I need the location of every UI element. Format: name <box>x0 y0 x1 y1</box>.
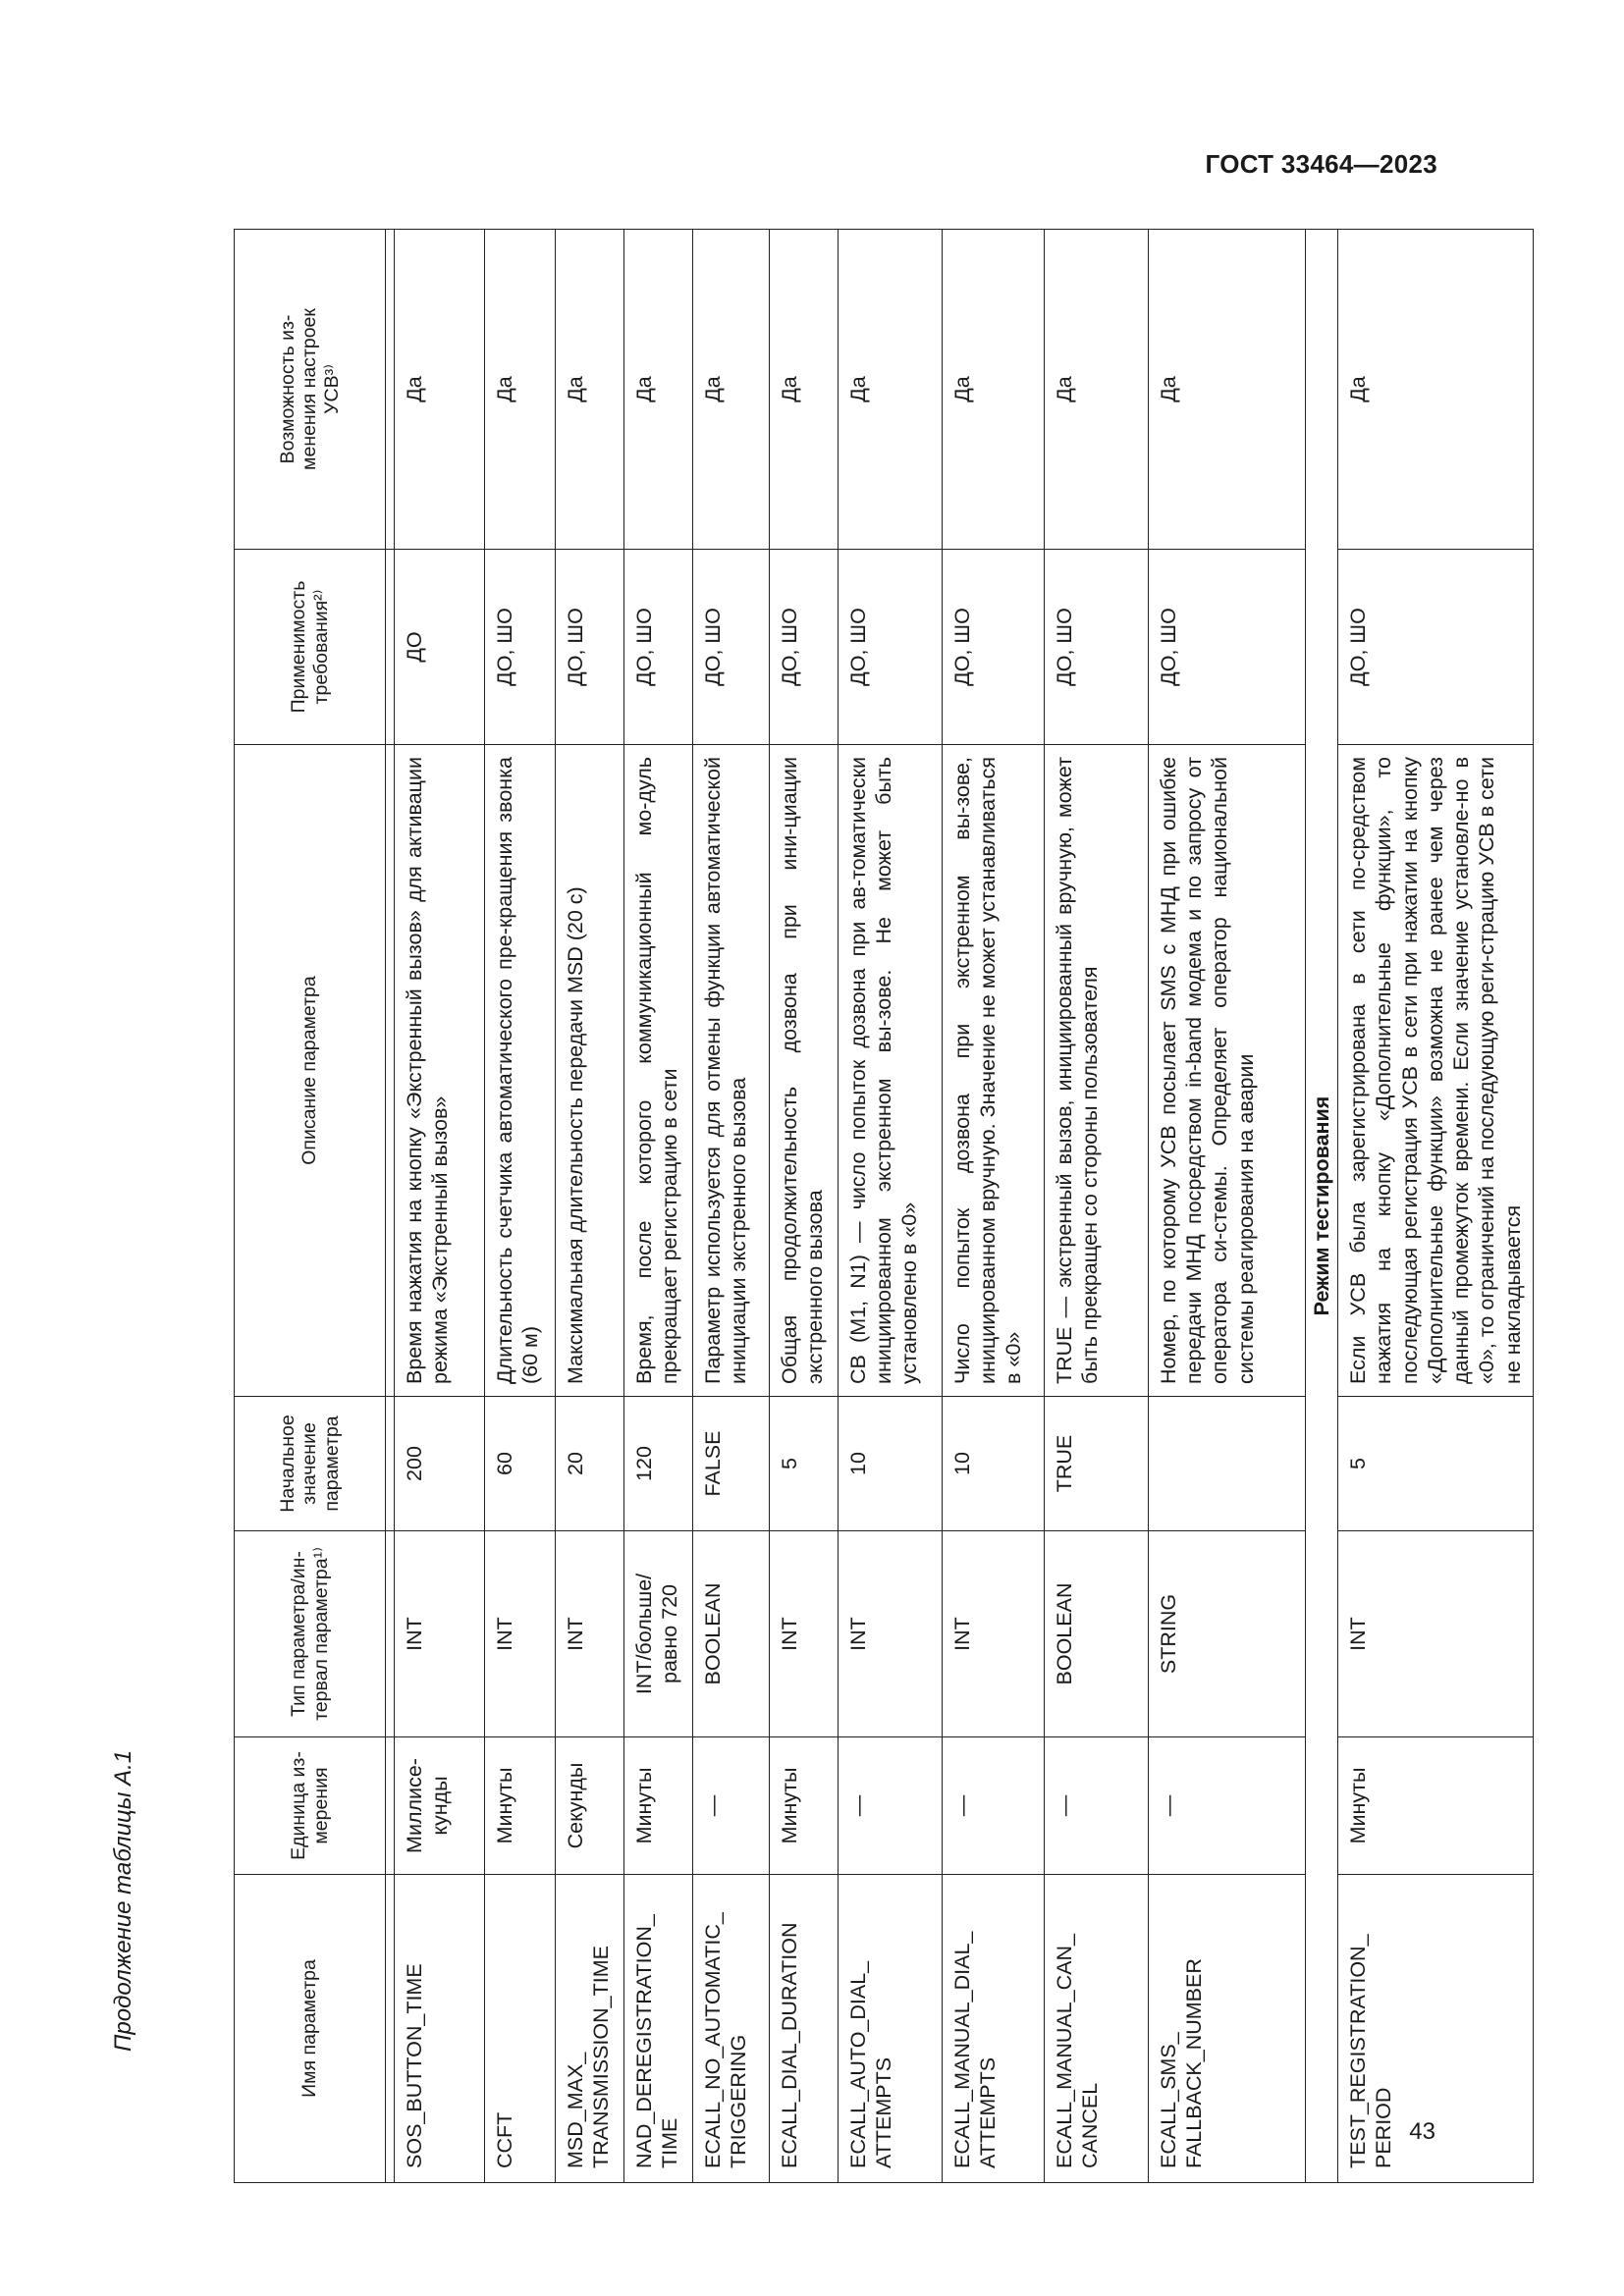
cell-type: INT <box>770 1531 839 1737</box>
table-row <box>1338 230 1534 2183</box>
cell-description: Длительность счетчика автоматического пре-кращения звонка (60 м) <box>485 745 556 1397</box>
cell-initial: 120 <box>624 1397 693 1531</box>
cell-unit: — <box>1149 1737 1306 1875</box>
table-row <box>693 230 770 2183</box>
cell-initial: 20 <box>556 1397 624 1531</box>
page-number: 43 <box>1409 2118 1435 2145</box>
cell-description: Если УСВ была зарегистрирована в сети по-средством нажатия на кнопку «Дополнительные функции», то последующая регистрация УСВ в сети при нажатии на кнопку «Дополнительные функции» возможна не ранее чем через данный промежуток времени. Если значение установле-но в «0», то ограничений на последующую реги-страцию УСВ в сети не накладывается <box>1338 745 1534 1397</box>
table-row <box>395 230 485 2183</box>
column-header-name: Имя параметра <box>235 1875 386 2183</box>
column-header-description: Описание параметра <box>235 745 386 1397</box>
cell-type: INT <box>556 1531 624 1737</box>
cell-description: Параметр используется для отмены функции автоматической инициации экстренного вызова <box>693 745 770 1397</box>
cell-applicability: ДО, ШО <box>693 550 770 745</box>
cell-description: Время нажатия на кнопку «Экстренный вызов» для активации режима «Экстренный вызов» <box>395 745 485 1397</box>
cell-applicability: ДО, ШО <box>1149 550 1306 745</box>
cell-description: Общая продолжительность дозвона при ини-циации экстренного вызова <box>770 745 839 1397</box>
table <box>234 229 1534 2183</box>
cell-changeable: Да <box>1045 230 1149 550</box>
cell-type: STRING <box>1149 1531 1306 1737</box>
cell-initial: 200 <box>395 1397 485 1531</box>
cell-unit: Минуты <box>1338 1737 1534 1875</box>
cell-initial: 60 <box>485 1397 556 1531</box>
cell-type: INT <box>943 1531 1045 1737</box>
cell-description: Номер, по которому УСВ посылает SMS с МНД при ошибке передачи МНД посредством in-band модема и по запросу от оператора си-стемы. Определяет оператор национальной системы реагирования на аварии <box>1149 745 1306 1397</box>
table-row <box>943 230 1045 2183</box>
cell-changeable: Да <box>1338 230 1534 550</box>
cell-param-name: TEST_REGISTRATION_ PERIOD <box>1338 1875 1534 2183</box>
table-row <box>1149 230 1306 2183</box>
table-caption: Продолжение таблицы А.1 <box>110 1749 136 2052</box>
table-row <box>556 230 624 2183</box>
cell-param-name: ECALL_MANUAL_CAN_ CANCEL <box>1045 1875 1149 2183</box>
cell-description: Максимальная длительность передачи MSD (20 с) <box>556 745 624 1397</box>
cell-param-name: ECALL_SMS_ FALLBACK_NUMBER <box>1149 1875 1306 2183</box>
cell-unit: — <box>693 1737 770 1875</box>
header-spacer-row <box>386 230 395 2183</box>
cell-type: INT <box>395 1531 485 1737</box>
cell-unit: Минуты <box>624 1737 693 1875</box>
cell-initial: 5 <box>770 1397 839 1531</box>
cell-param-name: MSD_MAX_ TRANSMISSION_TIME <box>556 1875 624 2183</box>
column-header-changeable: Возможность из- менения настроек УСВ³⁾ <box>235 230 386 550</box>
cell-type: INT/больше/ равно 720 <box>624 1531 693 1737</box>
cell-initial: 5 <box>1338 1397 1534 1531</box>
table-row <box>1045 230 1149 2183</box>
cell-type: INT <box>1338 1531 1534 1737</box>
cell-type: BOOLEAN <box>693 1531 770 1737</box>
cell-changeable: Да <box>624 230 693 550</box>
cell-changeable: Да <box>395 230 485 550</box>
cell-description: TRUE — экстренный вызов, инициированный вручную, может быть прекращен со стороны пользователя <box>1045 745 1149 1397</box>
cell-unit: Секунды <box>556 1737 624 1875</box>
cell-unit: Минуты <box>485 1737 556 1875</box>
cell-param-name: ECALL_DIAL_DURATION <box>770 1875 839 2183</box>
cell-applicability: ДО, ШО <box>1045 550 1149 745</box>
cell-description: Число попыток дозвона при экстренном вы-зове, инициированном вручную. Значение не может устанавливаться в «0» <box>943 745 1045 1397</box>
cell-initial: 10 <box>839 1397 943 1531</box>
cell-applicability: ДО, ШО <box>624 550 693 745</box>
cell-initial <box>1149 1397 1306 1531</box>
cell-description: Время, после которого коммуникационный мо-дуль прекращает регистрацию в сети <box>624 745 693 1397</box>
cell-unit: — <box>943 1737 1045 1875</box>
cell-changeable: Да <box>556 230 624 550</box>
cell-type: INT <box>485 1531 556 1737</box>
cell-changeable: Да <box>693 230 770 550</box>
cell-changeable: Да <box>1149 230 1306 550</box>
table-row <box>624 230 693 2183</box>
column-header-applicability: Применимость требования²⁾ <box>235 550 386 745</box>
cell-param-name: ECALL_NO_AUTOMATIC_ TRIGGERING <box>693 1875 770 2183</box>
cell-param-name: SOS_BUTTON_TIME <box>395 1875 485 2183</box>
cell-param-name: NAD_DEREGISTRATION_ TIME <box>624 1875 693 2183</box>
cell-changeable: Да <box>839 230 943 550</box>
table-header-row <box>235 230 386 2183</box>
cell-unit: Миллисе- кунды <box>395 1737 485 1875</box>
cell-applicability: ДО, ШО <box>485 550 556 745</box>
cell-applicability: ДО, ШО <box>1338 550 1534 745</box>
standard-number: ГОСТ 33464—2023 <box>1205 149 1437 179</box>
cell-unit: Минуты <box>770 1737 839 1875</box>
cell-type: BOOLEAN <box>1045 1531 1149 1737</box>
cell-applicability: ДО, ШО <box>770 550 839 745</box>
cell-type: INT <box>839 1531 943 1737</box>
parameters-table <box>234 230 1525 2183</box>
section-title: Режим тестирования <box>1306 230 1338 2183</box>
cell-initial: 10 <box>943 1397 1045 1531</box>
cell-unit: — <box>1045 1737 1149 1875</box>
cell-changeable: Да <box>770 230 839 550</box>
cell-initial: FALSE <box>693 1397 770 1531</box>
cell-unit: — <box>839 1737 943 1875</box>
cell-applicability: ДО, ШО <box>556 550 624 745</box>
cell-changeable: Да <box>943 230 1045 550</box>
cell-param-name: ECALL_MANUAL_DIAL_ ATTEMPTS <box>943 1875 1045 2183</box>
cell-description: СВ (М1, N1) — число попыток дозвона при ав-томатически инициированном экстренном вы-зове. Не может быть установлено в «0» <box>839 745 943 1397</box>
section-header-row <box>1306 230 1338 2183</box>
cell-changeable: Да <box>485 230 556 550</box>
column-header-unit: Единица из- мерения <box>235 1737 386 1875</box>
column-header-type: Тип параметра/ин- тервал параметра¹⁾ <box>235 1531 386 1737</box>
table-row <box>770 230 839 2183</box>
cell-param-name: CCFT <box>485 1875 556 2183</box>
column-header-initial: Начальное значение параметра <box>235 1397 386 1531</box>
table-row <box>485 230 556 2183</box>
cell-applicability: ДО <box>395 550 485 745</box>
cell-initial: TRUE <box>1045 1397 1149 1531</box>
table-row <box>839 230 943 2183</box>
cell-applicability: ДО, ШО <box>943 550 1045 745</box>
cell-applicability: ДО, ШО <box>839 550 943 745</box>
cell-param-name: ECALL_AUTO_DIAL_ ATTEMPTS <box>839 1875 943 2183</box>
